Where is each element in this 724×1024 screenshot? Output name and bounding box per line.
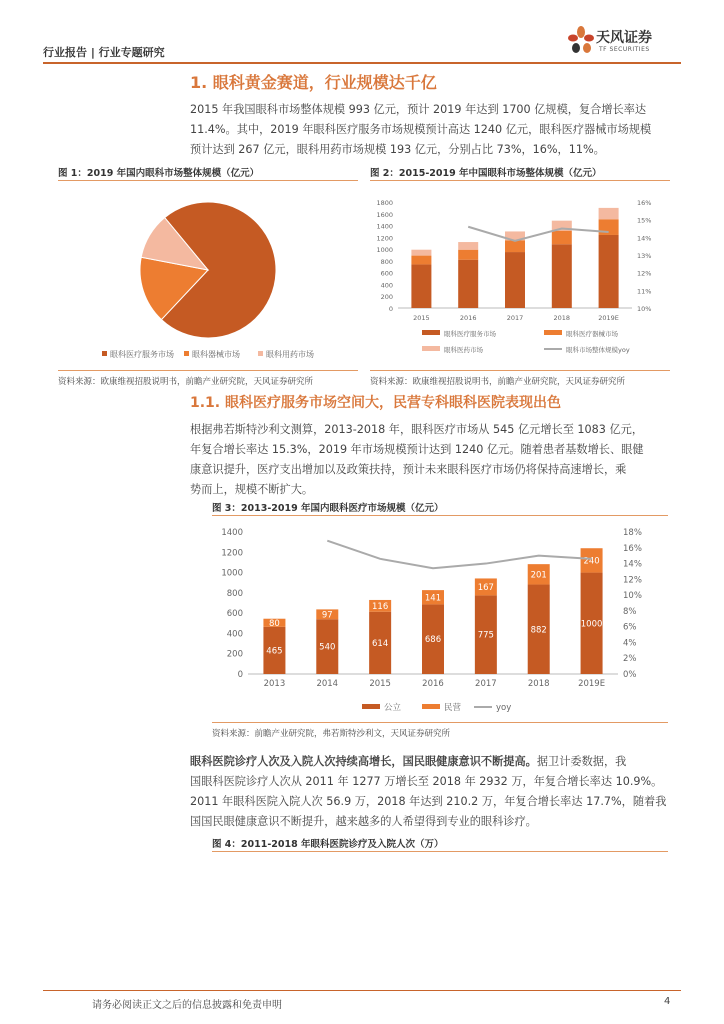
- paragraph-line: 2011 年眼科医院入院人次 56.9 万，2018 年达到 210.2 万，年复合增长率达 17.7%，随着我: [190, 795, 667, 808]
- y2-tick-label: 2%: [623, 654, 637, 665]
- bar-data-label: 686: [424, 635, 442, 646]
- legend-swatch: [184, 351, 189, 356]
- x-tick-label: 2016: [422, 679, 444, 689]
- x-tick-label: 2017: [506, 314, 524, 322]
- legend-label: 公立: [384, 703, 402, 713]
- bar-data-label: 775: [477, 630, 494, 641]
- pie-svg: [58, 182, 358, 368]
- y-tick-label: 600: [380, 269, 393, 278]
- legend-swatch: [362, 704, 380, 709]
- y2-tick-label: 6%: [623, 622, 637, 633]
- legend-swatch: [422, 330, 440, 335]
- paragraph-lead-bold: 眼科医院诊疗人次及入院人次持续高增长，国民眼健康意识不断提高。: [190, 755, 537, 768]
- logo-chinese-name: 天风证券: [596, 30, 652, 46]
- y-tick-label: 1200: [221, 548, 243, 559]
- y2-tick-label: 0%: [623, 670, 637, 680]
- bar-segment: [411, 250, 431, 256]
- bar-segment: [505, 252, 525, 308]
- bar-data-label: 97: [321, 610, 333, 621]
- y2-tick-label: 14%: [637, 234, 652, 243]
- y-tick-label: 800: [226, 588, 243, 599]
- footer-divider: [43, 990, 681, 991]
- bar-segment: [411, 264, 431, 308]
- report-header: 行业报告 | 行业专题研究: [43, 46, 165, 59]
- section-1-2-paragraph: [190, 752, 670, 832]
- yoy-line: [468, 227, 608, 241]
- paragraph-line: 国国民眼健康意识不断提升，越来越多的人希望得到专业的眼科诊疗。: [190, 815, 537, 828]
- y-tick-label: 600: [226, 609, 243, 620]
- fig1-title-rule: [58, 180, 358, 181]
- bar-segment: [411, 256, 431, 265]
- bar-data-label: 465: [266, 646, 283, 657]
- fig4-title-rule: [212, 851, 668, 852]
- y-tick-label: 1600: [376, 210, 393, 219]
- y2-tick-label: 8%: [623, 606, 637, 617]
- legend-label: 眼科市场整体规模yoy: [566, 346, 630, 354]
- y2-tick-label: 16%: [623, 543, 642, 554]
- fig3-bar-chart: [212, 518, 668, 718]
- y2-tick-label: 12%: [637, 269, 652, 278]
- y-tick-label: 400: [380, 281, 393, 290]
- fig4-title: 图 4：2011-2018 年眼科医院诊疗及入院人次（万）: [212, 839, 444, 850]
- bar-data-label: 540: [319, 642, 336, 653]
- fig1-title: 图 1：2019 年国内眼科市场整体规模（亿元）: [58, 168, 260, 179]
- bar-segment: [505, 240, 525, 252]
- x-tick-label: 2014: [316, 679, 339, 689]
- fig3-bottom-rule: [212, 722, 668, 723]
- section-1-1-title: 1.1. 眼科医疗服务市场空间大，民营专科眼科医院表现出色: [190, 395, 561, 411]
- bar-segment: [552, 231, 572, 245]
- paragraph-line: 年复合增长率达 15.3%，2019 年市场规模预计达到 1240 亿元。随着患者基数增长、眼健: [190, 443, 644, 456]
- y-tick-label: 400: [226, 629, 243, 640]
- paragraph-line: 势而上，规模不断扩大。: [190, 483, 314, 496]
- bar-data-label: 141: [424, 593, 442, 604]
- y2-tick-label: 4%: [623, 638, 637, 649]
- logo-flower-icon: [566, 24, 596, 58]
- y2-tick-label: 16%: [637, 199, 652, 207]
- y2-tick-label: 13%: [637, 252, 652, 260]
- fig1-bottom-rule: [58, 370, 358, 371]
- bar-segment: [599, 208, 619, 219]
- y2-tick-label: 18%: [623, 528, 642, 538]
- bar-segment: [599, 235, 619, 308]
- y2-tick-label: 14%: [623, 559, 642, 570]
- y2-tick-label: 10%: [623, 591, 642, 602]
- y2-tick-label: 12%: [623, 575, 642, 586]
- section-1-paragraph: [190, 100, 670, 160]
- y2-tick-label: 11%: [637, 287, 652, 296]
- legend-label: 眼科医疗服务市场: [444, 330, 496, 338]
- paragraph-rest: 据卫计委数据，我: [536, 755, 627, 768]
- paragraph-line: 2015 年我国眼科市场整体规模 993 亿元，预计 2019 年达到 1700 亿规模，复合增长率达: [190, 103, 647, 116]
- yoy-line: [327, 541, 591, 569]
- fig3-title-rule: [212, 515, 668, 516]
- x-tick-label: 2019E: [598, 314, 619, 322]
- y-tick-label: 1800: [376, 199, 393, 207]
- fig1-pie-chart: [58, 182, 358, 368]
- fig3-title: 图 3：2013-2019 年国内眼科医疗市场规模（亿元）: [212, 503, 444, 514]
- y-tick-label: 1000: [221, 568, 243, 579]
- paragraph-line: [190, 752, 670, 772]
- y-tick-label: 1400: [221, 528, 243, 538]
- legend-swatch: [422, 704, 440, 709]
- bar-data-label: 614: [372, 638, 389, 649]
- bar3-svg: [212, 518, 668, 718]
- legend-label: yoy: [496, 703, 512, 713]
- bar2-svg: [370, 182, 670, 368]
- paragraph-line: 根据弗若斯特沙利文测算，2013-2018 年，眼科医疗市场从 545 亿元增长至 1083 亿元，: [190, 423, 644, 436]
- paragraph-line: 预计达到 267 亿元，眼科用药市场规模 193 亿元，分别占比 73%，16%，11%。: [190, 143, 605, 156]
- bar-data-label: 116: [372, 601, 389, 612]
- bar-segment: [458, 242, 478, 250]
- legend-swatch: [422, 346, 440, 351]
- bar-data-label: 80: [269, 618, 280, 629]
- bar-data-label: 167: [477, 582, 494, 593]
- header-divider: [43, 62, 681, 64]
- legend-label: 民营: [444, 703, 462, 713]
- x-tick-label: 2013: [263, 679, 286, 689]
- legend-label: 眼科医药市场: [444, 346, 483, 354]
- logo-english-name: TF SECURITIES: [599, 46, 650, 53]
- legend-label: 眼科用药市场: [266, 350, 314, 359]
- x-tick-label: 2016: [459, 314, 477, 322]
- x-tick-label: 2015: [413, 314, 430, 322]
- y-tick-label: 1400: [376, 222, 393, 231]
- bar-segment: [599, 219, 619, 235]
- fig2-bar-chart: [370, 182, 670, 368]
- paragraph-line: 康意识提升，医疗支出增加以及政策扶持，预计未来眼科医疗市场仍将保持高速增长，乘: [190, 463, 627, 476]
- legend-label: 眼科器械市场: [192, 350, 240, 359]
- bar-segment: [458, 250, 478, 260]
- x-tick-label: 2019E: [578, 679, 606, 689]
- legend-label: 眼科医疗服务市场: [110, 350, 174, 359]
- bar-data-label: 882: [530, 625, 547, 636]
- paragraph-line: 国眼科医院诊疗人次从 2011 年 1277 万增长至 2018 年 2932 万，年复合增长率达 10.9%。: [190, 775, 663, 788]
- fig2-source: 资料来源：欧康维视招股说明书，前瞻产业研究院，天风证券研究所: [370, 377, 626, 387]
- fig1-source: 资料来源：欧康维视招股说明书，前瞻产业研究院，天风证券研究所: [58, 377, 314, 387]
- x-tick-label: 2018: [527, 679, 550, 689]
- fig2-title: 图 2：2015-2019 年中国眼科市场整体规模（亿元）: [370, 168, 602, 179]
- tf-securities-logo: [566, 22, 684, 60]
- y-tick-label: 1200: [376, 234, 393, 243]
- legend-swatch: [102, 351, 107, 356]
- bar-segment: [458, 260, 478, 308]
- bar-data-label: 240: [583, 556, 600, 567]
- section-1-1-paragraph: [190, 420, 670, 500]
- y-tick-label: 200: [380, 293, 393, 302]
- x-tick-label: 2015: [369, 679, 391, 689]
- paragraph-line: 11.4%。其中，2019 年眼科医疗服务市场规模预计高达 1240 亿元，眼科医疗器械市场规模: [190, 123, 652, 136]
- y2-tick-label: 10%: [637, 305, 652, 313]
- page-number: 4: [664, 996, 671, 1007]
- legend-swatch: [544, 330, 562, 335]
- x-tick-label: 2018: [553, 314, 571, 322]
- bar-segment: [552, 244, 572, 308]
- fig2-title-rule: [370, 180, 670, 181]
- bar-data-label: 201: [530, 570, 547, 581]
- y-tick-label: 0: [388, 305, 393, 313]
- fig2-bottom-rule: [370, 370, 670, 371]
- section-1-title: 1. 眼科黄金赛道，行业规模达千亿: [190, 73, 437, 92]
- legend-label: 眼科医疗器械市场: [566, 330, 618, 338]
- x-tick-label: 2017: [475, 679, 497, 689]
- footer-disclaimer: 请务必阅读正文之后的信息披露和免责申明: [92, 1000, 282, 1011]
- legend-swatch: [258, 351, 263, 356]
- y-tick-label: 800: [380, 257, 393, 266]
- y-tick-label: 0: [237, 670, 243, 680]
- y-tick-label: 1000: [376, 246, 393, 255]
- bar-data-label: 1000: [580, 619, 603, 630]
- fig3-source: 资料来源：前瞻产业研究院，弗若斯特沙利文，天风证券研究所: [212, 729, 451, 739]
- y2-tick-label: 15%: [637, 216, 652, 225]
- y-tick-label: 200: [226, 649, 243, 660]
